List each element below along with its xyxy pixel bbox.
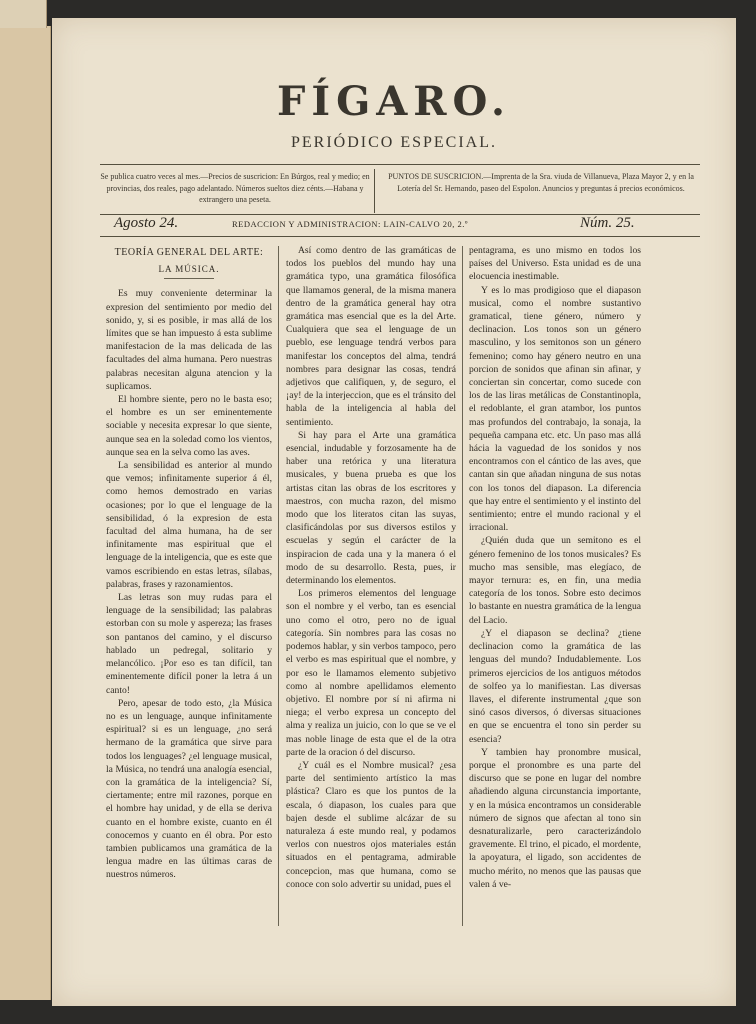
paragraph: La sensibilidad es anterior al mundo que vemos; infinitamente superior á él, como hemos demostrado en varias ocasiones; por lo que el lenguage de la sensibilidad, ó la expresion de esta facultad del alma humana, ha de ser infinitamente mas espiritual que el lenguage de la inteligencia, que es este que vamos escribiendo en estas letras, sílabas, palabras, frases y razonamientos.	[106, 460, 272, 590]
column-divider	[462, 246, 463, 926]
article-subtitle: LA MÚSICA.	[158, 264, 220, 275]
issue-date: Agosto 24.	[114, 215, 179, 231]
newspaper-page	[52, 18, 736, 1006]
masthead-subtitle: PERIÓDICO ESPECIAL.	[290, 134, 497, 151]
paragraph: Y tambien hay pronombre musical, porque el pronombre es una parte del discurso que se pone en lugar del nombre añadiendo alguna circunstancia importante, y en la música encontramos un considerable número de signos que afectan al tono sin desnaturalizarle, pero caracterizándolo gravemente. El trino, el picado, el mordente, la apoyatura, el ligado, son accidentes de mucho mérito, no menos que las pausas que valen á ve-	[469, 746, 641, 890]
column-3	[469, 244, 641, 891]
paragraph: Y es lo mas prodigioso que el diapason musical, como el nombre sustantivo gramatical, tiene género, número y declinacion. Los tonos son un género masculino, y los semitonos son un género femenino; como hay género neutro en una porcion de sonidos que afinan sin afinar, y conciertan sin concertar, como sucede con los de las liras metálicas de Constantinopla, el redoblante, el gran atambor, los puntos mas profundos del contrabajo, la sonaja, la pequeña campana etc. etc. Un paso mas allá hácia la vaguedad de los sonidos y nos encontramos con el cántico de las aves, que cantan sin que añadan ninguna de sus notas con los tonos del diapason. La diferencia que hay entre el sentimiento y el instinto del sentimiento; entre el mundo racional y el irracional.	[469, 284, 641, 534]
paragraph: Las letras son muy rudas para el lenguage de la sensibilidad; las palabras estorban con su mole y aspereza; las frases son pantanos del camino, y el discurso hablado un pedregal, solitario y melancólico. ¡Por eso es tan difícil, tan eminentemente difícil poner la letra á un canto!	[106, 592, 272, 696]
paragraph: ¿Quién duda que un semitono es el género femenino de los tonos musicales? Es mucho mas sensible, mas elegíaco, de mayor ternura: es, en fin, una media categoría de los tonos. Sobre esto decimos lo bastante en nuestra gramática de la lengua del Lacio.	[469, 535, 641, 626]
column-divider	[278, 246, 279, 926]
column-1	[106, 244, 272, 882]
paragraph: ¿Y cuál es el Nombre musical? ¿esa parte del sentimiento artístico la mas plástica? Claro es que los puntos de la escala, ó diapason, los cuales para que bajen desde el sublime alcázar de su naturaleza á este mundo real, y podamos verlos con nuestros ojos materiales están situados en el pentagrama, admirable concepcion, mas que humana, como se conoce con solo advertir su unidad, pues el	[286, 759, 456, 890]
paragraph: Así como dentro de las gramáticas de todos los pueblos del mundo hay una gramática typo, una gramática filosófica que llamamos general, de la misma manera dentro de la gramática general hay otra gramática mas esencial que es la del Arte. Cualquiera que sea el lenguage de un pueblo, ese lenguage tendrá verbos para manifestar los conceptos del alma, tendrá nombres para designar las cosas, tendrá adjetivos que califiquen, y, de seguro, el ¡ay! de la interjeccion, que es el tránsito del habla de la inteligencia al habla del sentimiento.	[286, 245, 456, 428]
issue-number: Núm. 25.	[580, 215, 635, 231]
dateline-rule	[100, 236, 700, 237]
paragraph: pentagrama, es uno mismo en todos los países del Universo. Esta unidad es de una elocuencia inestimable.	[469, 245, 641, 283]
paragraph: Pero, apesar de todo esto, ¿la Música no es un lenguage, aunque infinitamente espiritual? si es un lenguage, ¿no será hermano de la gramática que sirve para todos los lenguages? ¿el lenguage musical, la Música, no tendrá una analogía esencial, con la gramática de la inteligencia? Sí, ciertamente; entre mil razones, porque en el hombre hay unidad, y de ella se deriva cuanto en el hombre existe, cuanto en él conocemos y cuanto en él obra. Por esto tambien publicamos una gramática de la lengua madre en las últimas caras de nuestros números.	[106, 697, 272, 881]
paragraph: Si hay para el Arte una gramática esencial, indudable y forzosamente ha de haber una retórica y una literatura musicales, y buena prueba es que los artistas citan las obras de los escritores y maestros, con mucha razon, del mismo modo que los literatos citan las suyas, clasificándolas por sus diversos estilos y escuelas y según el carácter de la inspiracion de cada una y la manera ó el modo de su desarrollo. Resta, pues, ir determinando los elementos.	[286, 429, 456, 587]
paragraph: ¿Y el diapason se declina? ¿tiene declinacion como la gramática de las lenguas del mundo? Indudablemente. Los primeros ejercicios de los antiguos métodos de solfeo ya lo manifiestan. Las diversas llaves, el diferente instrumental ¿que son sinó casos diversos, ó diversas situaciones en que se encuentra el tono sin perder su esencia?	[469, 627, 641, 745]
top-rule	[100, 164, 700, 165]
info-divider	[374, 169, 375, 213]
masthead-title: FÍGARO.	[277, 78, 511, 125]
column-2	[286, 244, 456, 891]
subscription-points: PUNTOS DE SUSCRICION.—Imprenta de la Sra. viuda de Villanueva, Plaza Mayor 2, y en la Lotería del Sr. Hernando, paseo del Espolon. Anuncios y preguntas á precios económicos.	[388, 172, 694, 193]
subscription-info: Se publica cuatro veces al mes.—Precios de suscricion: En Búrgos, real y medio; en provincias, dos reales, pago adelantado. Números sueltos diez cénts.—Habana y extrangero una peseta.	[100, 172, 370, 204]
previous-page-edge	[0, 26, 51, 1000]
paragraph: Los primeros elementos del lenguage son el nombre y el verbo, tan es esencial uno como el otro, pero no de igual categoría. Sin nombres para las cosas no podemos hablar, y sin verbos tampoco, pero el verbo es mas espiritual que el nombre, y por eso le llamamos elemento subjetivo como al nombre apellidamos elemento objetivo. El nombre por sí ni afirma ni niega; el verbo expresa un concepto del alma y realiza un juicio, con lo que se ve el mas noble linage de esta que el de la otra parte de la oracion ó del discurso.	[286, 588, 456, 758]
editorial-address: REDACCION Y ADMINISTRACION: LAIN-CALVO 20, 2.º	[232, 219, 469, 229]
article-title: TEORÍA GENERAL DEL ARTE:	[114, 247, 264, 258]
title-rule	[164, 278, 214, 279]
paragraph: El hombre siente, pero no le basta eso; el hombre es un ser eminentemente sociable y necesita expresar lo que siente, aunque sea en la soledad como los vientos, aunque sea en la selva como las aves.	[106, 394, 272, 458]
previous-page-tab	[0, 0, 47, 28]
paragraph: Es muy conveniente determinar la expresion del sentimiento por medio del sonido, y, si es posible, ir mas allá de los límites que se han impuesto á esta sublime manifestacion de la mas delicada de las facultades del alma humana. Pero nuestras palabras necesitan alguna atencion y la suplicamos.	[106, 288, 272, 392]
